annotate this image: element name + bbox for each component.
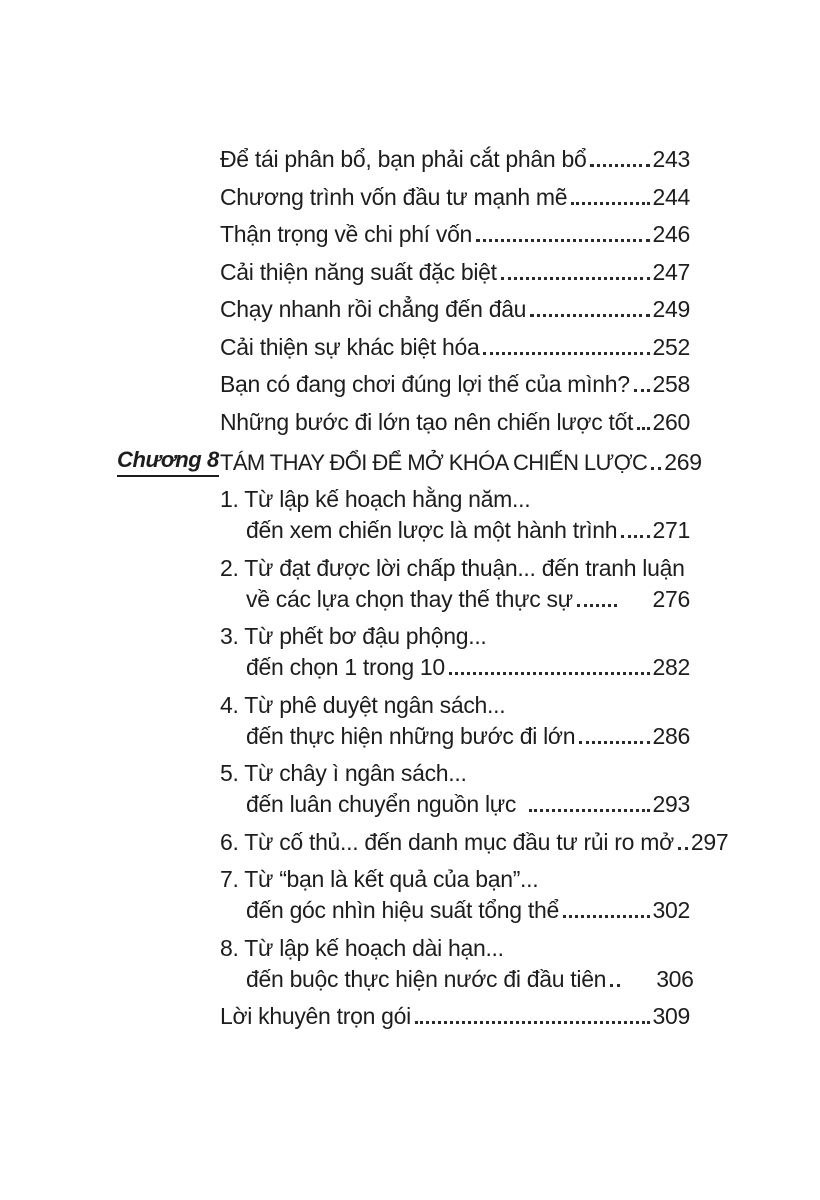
entry-line [220, 144, 690, 175]
page-number: 306 [656, 965, 694, 992]
entry-line [220, 369, 690, 400]
dot-leader [529, 809, 649, 812]
entry-title: Chạy nhanh rồi chẳng đến đâu [220, 296, 527, 322]
entry-line [220, 553, 690, 584]
dot-leader [501, 277, 650, 280]
toc-entry [220, 1001, 690, 1032]
entry-title: đến thực hiện những bước đi lớn [246, 722, 576, 749]
entry-line [220, 721, 690, 752]
entry-line [220, 827, 729, 858]
entry-title: 2. Từ đạt được lời chấp thuận... đến tranh luận [220, 554, 685, 581]
toc-entry [220, 553, 690, 615]
toc-entry [220, 407, 690, 438]
entry-title: 6. Từ cố thủ... đến danh mục đầu tư rủi ro mở [220, 828, 674, 855]
toc-entry [220, 933, 694, 995]
page-number: 302 [652, 897, 690, 923]
entry-line [220, 652, 690, 683]
page-number: 258 [652, 371, 690, 397]
entry-line [220, 219, 690, 250]
entry-line [220, 789, 690, 820]
page-number: 249 [652, 296, 690, 322]
table-of-contents [117, 144, 729, 1039]
dot-leader [678, 847, 688, 850]
toc-entry [220, 690, 690, 752]
dot-leader [571, 202, 649, 205]
entry-title: Lời khuyên trọn gói [220, 1003, 411, 1029]
dot-leader [634, 389, 650, 392]
entry-title: 8. Từ lập kế hoạch dài hạn... [220, 934, 504, 961]
toc-entry [220, 758, 690, 820]
entry-title: 1. Từ lập kế hoạch hằng năm... [220, 486, 531, 512]
toc-chapter-row [117, 446, 702, 478]
entry-title: Cải thiện sự khác biệt hóa [220, 333, 480, 360]
page-number: 309 [652, 1003, 690, 1029]
dot-leader [530, 314, 649, 317]
toc-entry [220, 144, 690, 175]
page-number: 244 [652, 183, 690, 210]
entry-line [220, 257, 690, 288]
entry-line [220, 895, 690, 926]
entry-line [220, 964, 694, 995]
entry-title: 7. Từ “bạn là kết quả của bạn”... [220, 866, 539, 892]
page-number: 286 [652, 722, 690, 749]
page-number: 282 [652, 654, 690, 680]
entry-title: 3. Từ phết bơ đậu phộng... [220, 623, 487, 649]
entry-line [220, 584, 690, 615]
page-number: 271 [652, 517, 690, 543]
entry-title: về các lựa chọn thay thế thực sự [246, 585, 573, 612]
entry-line [220, 294, 690, 325]
chapter-label: Chương 8 [117, 447, 219, 477]
entry-title: đến xem chiến lược là một hành trình [246, 517, 618, 543]
dot-leader [577, 604, 617, 607]
toc-entry [220, 484, 690, 546]
dot-leader [637, 427, 649, 430]
entry-title: Những bước đi lớn tạo nên chiến lược tốt [220, 408, 634, 435]
toc-entry [220, 294, 690, 325]
dot-leader [610, 984, 620, 987]
page-number: 243 [652, 146, 690, 172]
entry-line [220, 758, 690, 789]
toc-entry [220, 369, 690, 400]
page-number: 247 [652, 258, 690, 285]
entry-title: Thận trọng về chi phí vốn [220, 221, 473, 247]
dot-leader [579, 741, 649, 744]
entry-line [220, 182, 690, 213]
entry-title: Bạn có đang chơi đúng lợi thế của mình? [220, 371, 630, 397]
toc-entry [220, 621, 690, 683]
entry-title: Cải thiện năng suất đặc biệt [220, 258, 497, 285]
chapter-title: TÁM THAY ĐỔI ĐỂ MỞ KHÓA CHIẾN LƯỢC [220, 449, 648, 475]
dot-leader [483, 352, 649, 355]
entry-line [220, 515, 690, 546]
page-number: 260 [652, 408, 690, 435]
page-number: 297 [690, 828, 729, 855]
toc-entry [220, 257, 690, 288]
entry-title: đến góc nhìn hiệu suất tổng thể [246, 897, 559, 923]
dot-leader [449, 672, 650, 675]
page-number: 293 [652, 791, 690, 817]
dot-leader [563, 915, 650, 918]
dot-leader [476, 239, 649, 242]
dot-leader [621, 535, 649, 538]
entry-title: đến chọn 1 trong 10 [246, 654, 445, 680]
dot-leader [590, 164, 649, 167]
dot-leader [415, 1021, 650, 1024]
page-number: 276 [652, 585, 690, 612]
toc-entry [220, 219, 690, 250]
dot-leader [651, 467, 661, 470]
entry-line [220, 690, 690, 721]
page-number: 246 [652, 221, 690, 247]
toc-entry [220, 332, 690, 363]
entry-line [220, 1001, 690, 1032]
entry-title: Để tái phân bổ, bạn phải cắt phân bổ [220, 146, 587, 172]
entry-title: 5. Từ chây ì ngân sách... [220, 760, 467, 786]
entry-title: 4. Từ phê duyệt ngân sách... [220, 691, 506, 718]
page-number: 269 [664, 448, 702, 475]
toc-entry [220, 182, 690, 213]
entry-line [220, 332, 690, 363]
entry-line [220, 484, 690, 515]
entry-line [220, 407, 690, 438]
entry-title: Chương trình vốn đầu tư mạnh mẽ [220, 183, 568, 210]
entry-title: đến luân chuyển nguồn lực [246, 791, 517, 817]
entry-title: đến buộc thực hiện nước đi đầu tiên [246, 965, 607, 992]
entry-line [220, 933, 690, 964]
entry-line [220, 621, 690, 652]
entry-line [220, 864, 690, 895]
page-number: 252 [652, 333, 690, 360]
toc-entry [220, 864, 690, 926]
toc-entry [220, 827, 729, 858]
entry-line [220, 447, 702, 478]
